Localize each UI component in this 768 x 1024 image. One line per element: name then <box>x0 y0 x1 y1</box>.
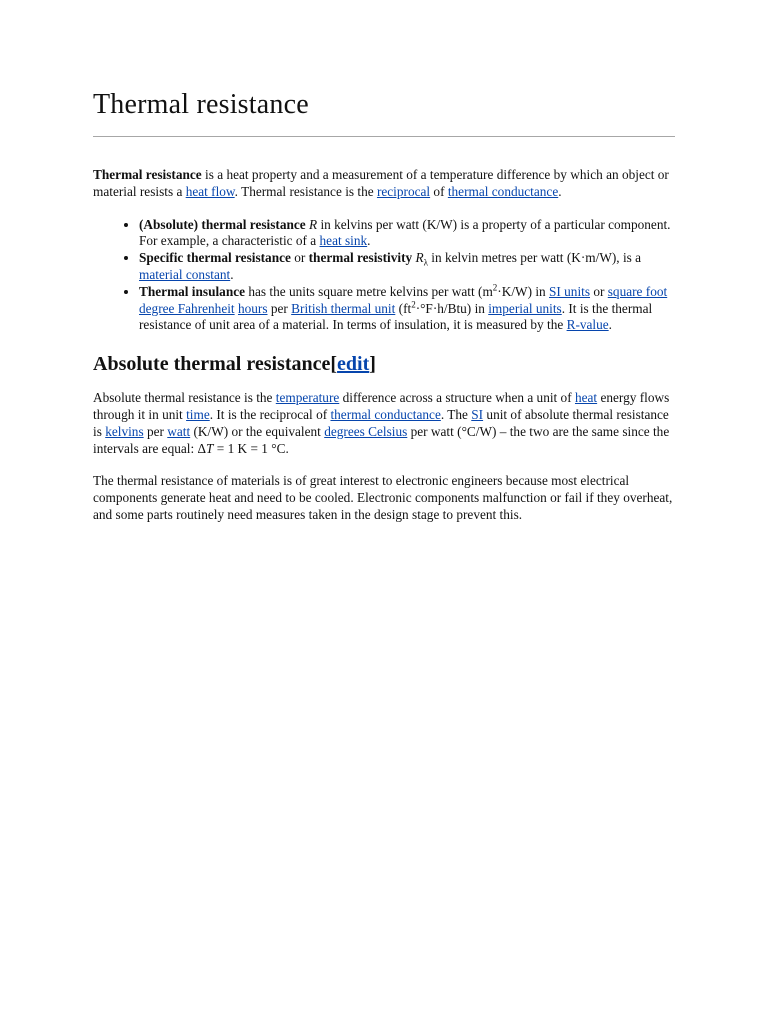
paragraph-text: energy flows through it in unit <box>93 390 670 422</box>
paragraph-text: . It is the reciprocal of <box>209 406 331 422</box>
section-paragraph-1 <box>93 390 675 457</box>
symbol-subscript: λ <box>423 257 428 268</box>
edit-section-link[interactable]: edit <box>337 353 370 376</box>
intro-text: of <box>430 183 448 199</box>
link-r-value[interactable]: R-value <box>566 317 609 333</box>
symbol: R <box>415 250 424 266</box>
section-heading-text: Absolute thermal resistance <box>93 353 331 376</box>
article <box>93 86 675 540</box>
link-thermal-conductance-2[interactable]: thermal conductance <box>330 406 441 422</box>
list-text: . <box>230 266 234 282</box>
link-british-thermal-unit[interactable]: British thermal unit <box>291 300 396 316</box>
list-item-absolute-resistance <box>139 217 675 251</box>
link-material-constant[interactable]: material constant <box>139 266 231 282</box>
superscript: 2 <box>411 299 416 310</box>
term-bold: (Absolute) thermal resistance <box>139 216 306 232</box>
intro-text: . Thermal resistance is the <box>234 183 377 199</box>
intro-text: is a heat property and a measurement of a temperature difference by which an object or material resists a <box>93 167 669 199</box>
term-bold: thermal resistivity <box>308 250 413 266</box>
paragraph-text: difference across a structure when a unit of <box>339 390 575 406</box>
list-text: (ft <box>395 300 412 316</box>
link-si[interactable]: SI <box>471 406 484 422</box>
link-reciprocal[interactable]: reciprocal <box>376 183 431 199</box>
link-thermal-conductance[interactable]: thermal conductance <box>447 183 559 199</box>
link-degree-fahrenheit[interactable]: degree Fahrenheit <box>139 300 235 316</box>
paragraph-text: (K/W) or the equivalent <box>190 423 325 439</box>
link-si-units[interactable]: SI units <box>549 283 591 299</box>
paragraph-text: Absolute thermal resistance is the <box>93 390 276 406</box>
link-watt[interactable]: watt <box>167 423 191 439</box>
list-text: in kelvins per watt (K/W) is a property of a particular component. For example, a characteristic of a <box>139 216 671 249</box>
title-divider <box>93 136 675 137</box>
list-text: ·°F·h/Btu) in <box>415 300 489 316</box>
list-item-thermal-insulance <box>139 284 675 334</box>
term-bold: Thermal insulance <box>139 283 246 299</box>
link-heat-sink[interactable]: heat sink <box>319 233 368 249</box>
link-temperature[interactable]: temperature <box>275 390 340 406</box>
list-text: in kelvin metres per watt (K·m/W), is a <box>427 250 642 266</box>
symbol: R <box>309 216 318 232</box>
list-text: per <box>267 300 292 316</box>
term-bold: Specific thermal resistance <box>139 250 291 266</box>
link-heat[interactable]: heat <box>574 390 598 406</box>
link-kelvins[interactable]: kelvins <box>105 423 144 439</box>
definition-list <box>93 217 675 335</box>
intro-text: . <box>558 183 562 199</box>
intro-bold-term: Thermal resistance <box>93 167 202 182</box>
list-text: . <box>608 317 612 333</box>
paragraph-text: per watt (°C/W) – the two are the same since the intervals are equal: Δ <box>93 423 670 456</box>
list-item-specific-resistance <box>139 250 675 284</box>
edit-bracket: ] <box>369 353 376 376</box>
superscript: 2 <box>492 282 498 293</box>
edit-bracket: [ <box>330 353 338 376</box>
link-degrees-celsius[interactable]: degrees Celsius <box>324 423 408 439</box>
link-hours[interactable]: hours <box>237 300 268 316</box>
list-text: . It is the thermal resistance of unit area of a material. In terms of insulation, it is measured by the <box>139 300 653 333</box>
paragraph-text: = 1 K = 1 °C. <box>213 440 289 456</box>
link-time[interactable]: time <box>186 406 210 422</box>
paragraph-text: unit of absolute thermal resistance is <box>93 406 669 439</box>
list-text: ·K/W) in <box>497 283 549 299</box>
list-text: or <box>590 283 608 299</box>
paragraph-text: per <box>143 423 168 439</box>
link-imperial-units[interactable]: imperial units <box>488 300 562 316</box>
symbol: T <box>206 440 214 456</box>
section-heading-absolute-thermal-resistance <box>93 350 675 378</box>
paragraph-text: . The <box>440 406 472 422</box>
list-text: has the units square metre kelvins per watt (m <box>245 283 493 299</box>
list-text: . <box>367 233 371 249</box>
intro-paragraph <box>93 167 675 201</box>
section-paragraph-2: The thermal resistance of materials is of great interest to electronic engineers because most electrical components generate heat and need to be cooled. Electronic components malfunction or fail if they overheat, and some parts routinely need measures taken in the design stage to prevent this. <box>93 473 673 522</box>
list-text: or <box>290 250 309 266</box>
page-title: Thermal resistance <box>93 89 309 120</box>
link-square-foot[interactable]: square foot <box>607 283 668 299</box>
link-heat-flow[interactable]: heat flow <box>185 183 235 199</box>
